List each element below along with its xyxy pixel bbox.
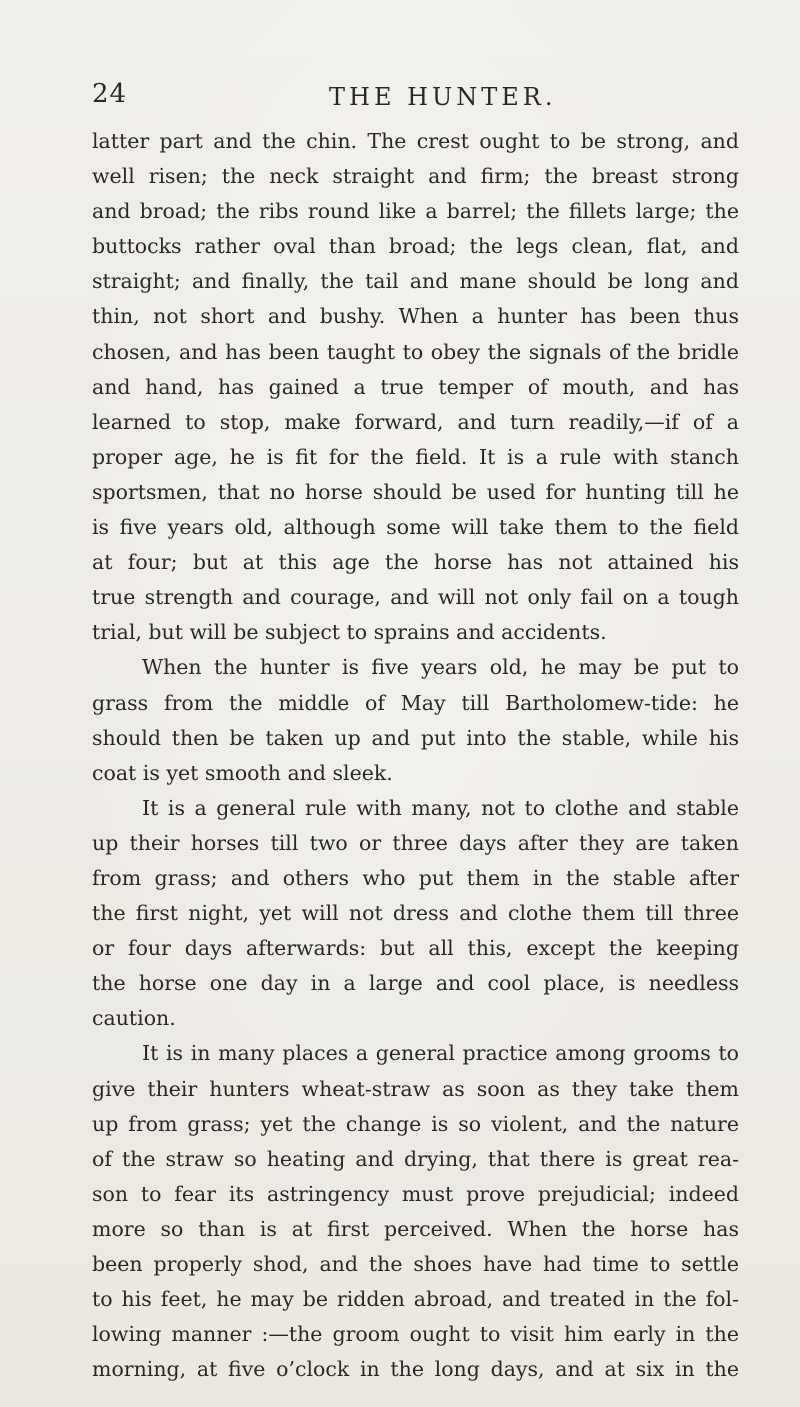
text-line: and broad; the ribs round like a barrel; the fillets large; the xyxy=(92,199,739,224)
text-line: buttocks rather oval than broad; the legs clean, flat, and xyxy=(92,234,739,259)
text-line: learned to stop, make forward, and turn readily,—if of a xyxy=(92,409,739,434)
text-line: lowing manner :—the groom ought to visit him early in the xyxy=(92,1322,739,1347)
text-line: latter part and the chin. The crest ought to be strong, and xyxy=(92,129,739,153)
text-line: thin, not short and bushy. When a hunter has been thus xyxy=(92,304,739,329)
text-line: chosen, and has been taught to obey the signals of the bridle xyxy=(92,339,739,364)
text-line: grass from the middle of May till Bartholomew-tide: he xyxy=(92,690,739,715)
body-text xyxy=(92,124,739,1387)
page-header xyxy=(92,78,742,118)
text-line: to his feet, he may be ridden abroad, and treated in the fol- xyxy=(92,1287,739,1312)
text-line: trial, but will be subject to sprains and accidents. xyxy=(92,620,607,645)
text-line: and hand, has gained a true temper of mouth, and has xyxy=(92,374,739,399)
text-line: the horse one day in a large and cool place, is needless xyxy=(92,971,739,996)
text-line: up their horses till two or three days after they are taken xyxy=(92,830,739,855)
text-line: of the straw so heating and drying, that there is great rea- xyxy=(92,1146,739,1171)
page-number: 24 xyxy=(92,79,128,109)
text-line: give their hunters wheat-straw as soon as they take them xyxy=(92,1076,739,1101)
running-head: THE HUNTER. xyxy=(329,83,557,111)
text-line: true strength and courage, and will not only fail on a tough xyxy=(92,585,739,610)
text-line: up from grass; yet the change is so violent, and the nature xyxy=(92,1111,739,1136)
text-line: well risen; the neck straight and firm; the breast strong xyxy=(92,164,739,189)
text-line: coat is yet smooth and sleek. xyxy=(92,760,393,785)
text-line: more so than is at first perceived. When the horse has xyxy=(92,1216,739,1241)
text-line: at four; but at this age the horse has not attained his xyxy=(92,550,739,575)
text-line: or four days afterwards: but all this, except the keeping xyxy=(92,936,739,961)
text-line: It is in many places a general practice among grooms to xyxy=(142,1041,739,1066)
text-line: caution. xyxy=(92,1006,176,1031)
text-line: It is a general rule with many, not to clothe and stable xyxy=(142,795,739,820)
text-line: is five years old, although some will take them to the field xyxy=(92,515,739,540)
text-line: son to fear its astringency must prove prejudicial; indeed xyxy=(92,1181,739,1206)
text-line: from grass; and others who put them in the stable after xyxy=(92,865,739,890)
text-line: straight; and finally, the tail and mane should be long and xyxy=(92,269,739,294)
text-line: When the hunter is five years old, he may be put to xyxy=(142,655,739,680)
text-line: sportsmen, that no horse should be used for hunting till he xyxy=(92,479,739,504)
text-line: proper age, he is fit for the field. It is a rule with stanch xyxy=(92,444,739,469)
text-line: should then be taken up and put into the stable, while his xyxy=(92,725,739,750)
text-line: morning, at five o’clock in the long days, and at six in the xyxy=(92,1357,739,1382)
text-line: been properly shod, and the shoes have had time to settle xyxy=(92,1252,739,1276)
text-line: the first night, yet will not dress and clothe them till three xyxy=(92,901,739,926)
